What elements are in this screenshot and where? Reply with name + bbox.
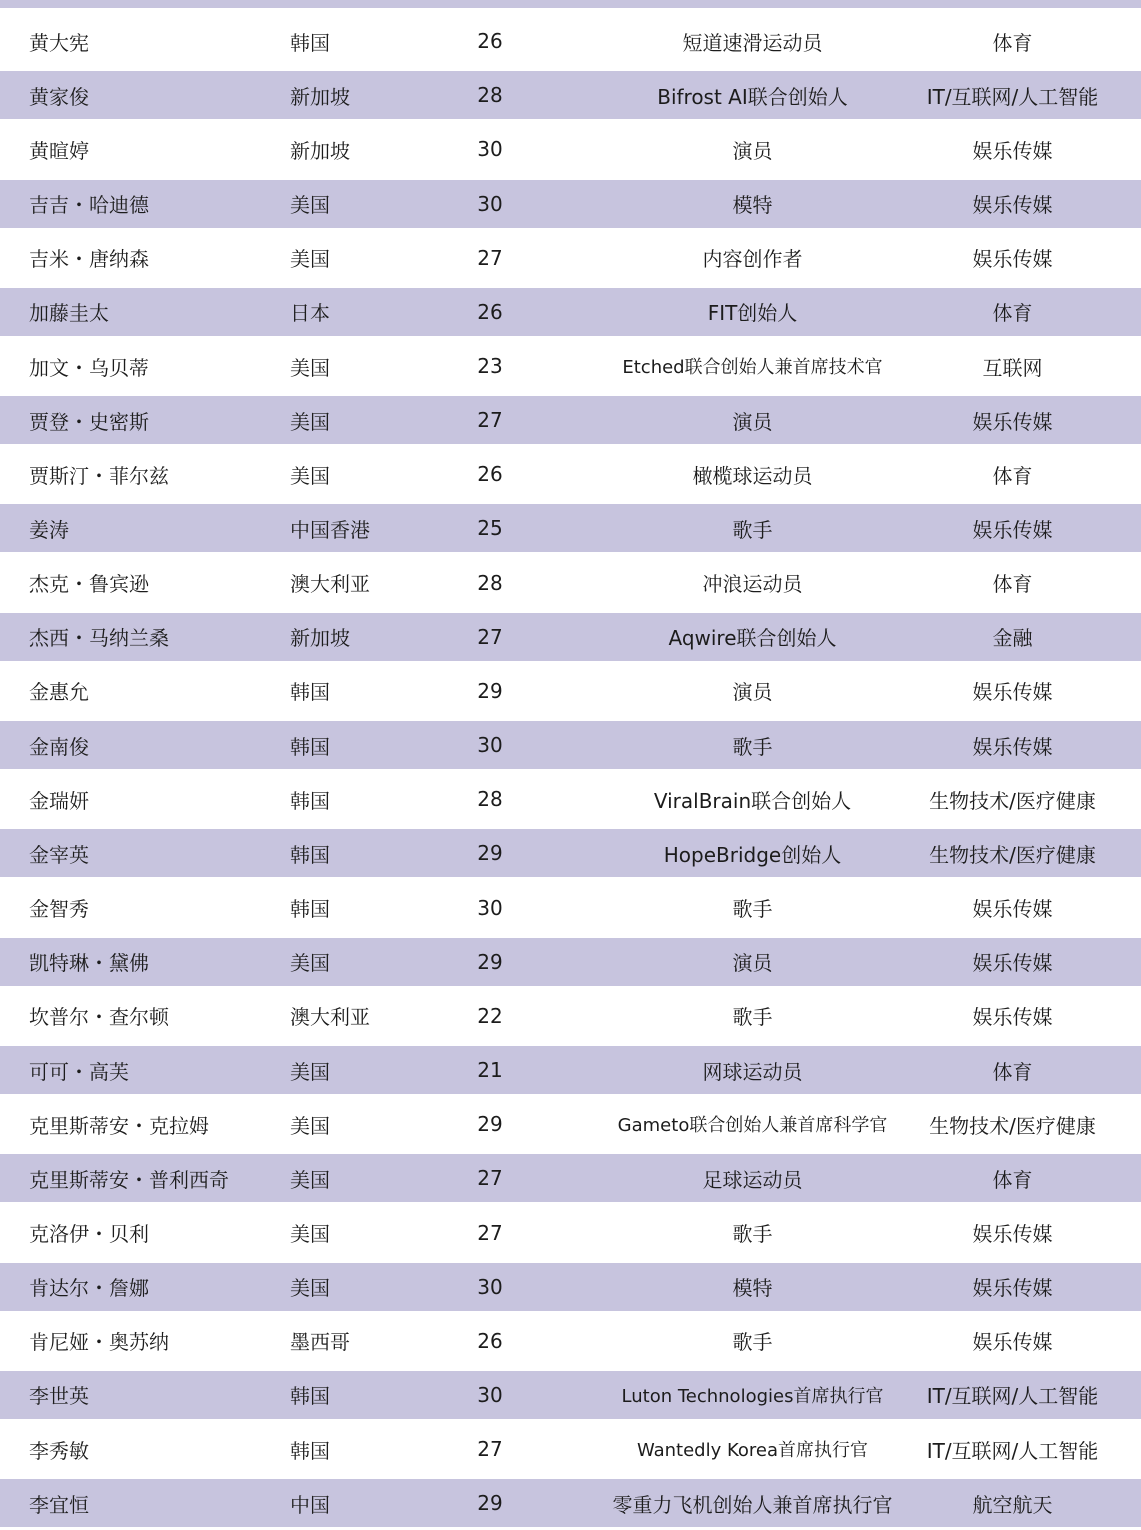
title-cell: Aqwire联合创始人 [668,626,837,651]
name-cell: 金智秀 [29,897,89,922]
age-cell: 30 [477,137,503,162]
name-cell: 肯达尔・詹娜 [29,1276,149,1301]
country-cell: 美国 [290,355,330,380]
title-cell: 演员 [732,138,773,163]
name-cell: 贾斯汀・菲尔兹 [29,463,169,488]
country-cell: 新加坡 [290,84,350,109]
title-cell: 演员 [732,409,773,434]
title-cell: 足球运动员 [702,1167,803,1192]
name-cell: 杰克・鲁宾逊 [29,572,149,597]
age-cell: 29 [477,841,503,866]
industry-cell: 娱乐传媒 [972,1005,1053,1030]
age-cell: 30 [477,1382,503,1407]
age-cell: 23 [477,354,503,379]
country-cell: 美国 [290,409,330,434]
industry-cell: 娱乐传媒 [972,951,1053,976]
country-cell: 日本 [290,301,330,326]
industry-cell: 娱乐传媒 [972,1330,1053,1355]
country-cell: 韩国 [290,842,330,867]
title-cell: Wantedly Korea首席执行官 [636,1440,869,1462]
age-cell: 29 [477,1112,503,1137]
table-row [0,721,1141,769]
age-cell: 25 [477,516,503,541]
top-band [0,0,1141,8]
name-cell: 黄家俊 [29,84,89,109]
name-cell: 肯尼娅・奥苏纳 [29,1330,169,1355]
name-cell: 黄大宪 [29,30,89,55]
country-cell: 美国 [290,247,330,272]
industry-cell: 金融 [992,626,1033,651]
name-cell: 吉米・唐纳森 [29,247,149,272]
age-cell: 22 [477,1003,503,1028]
age-cell: 29 [477,949,503,974]
title-cell: ViralBrain联合创始人 [653,788,852,813]
title-cell: 网球运动员 [702,1059,803,1084]
age-cell: 27 [477,245,503,270]
title-cell: 模特 [732,193,773,218]
title-cell: 歌手 [732,734,773,759]
table-row [0,180,1141,228]
age-cell: 27 [477,1437,503,1462]
age-cell: 30 [477,733,503,758]
country-cell: 澳大利亚 [290,1005,370,1030]
country-cell: 新加坡 [290,138,350,163]
table-row [0,1154,1141,1202]
industry-cell: 娱乐传媒 [972,247,1053,272]
country-cell: 韩国 [290,788,330,813]
title-cell: 演员 [732,680,773,705]
title-cell: FIT创始人 [707,301,798,326]
industry-cell: 航空航天 [972,1492,1053,1517]
industry-cell: 娱乐传媒 [972,517,1053,542]
table-row [0,881,1141,935]
country-cell: 美国 [290,193,330,218]
industry-cell: 娱乐传媒 [972,1222,1053,1247]
industry-cell: 体育 [992,1059,1033,1084]
table-row [0,1046,1141,1094]
title-cell: 歌手 [732,1330,773,1355]
table-row [0,829,1141,877]
name-cell: 李世英 [29,1384,89,1409]
title-cell: Bifrost AI联合创始人 [657,84,848,109]
title-cell: 零重力飞机创始人兼首席执行官 [612,1492,893,1517]
title-cell: 短道速滑运动员 [682,30,823,55]
industry-cell: 娱乐传媒 [972,138,1053,163]
title-cell: Etched联合创始人兼首席技术官 [622,357,883,379]
country-cell: 韩国 [290,1438,330,1463]
industry-cell: 娱乐传媒 [972,897,1053,922]
name-cell: 加文・乌贝蒂 [29,355,149,380]
age-cell: 26 [477,29,503,54]
age-cell: 26 [477,462,503,487]
industry-cell: 体育 [992,572,1033,597]
title-cell: 演员 [732,951,773,976]
table-row [0,938,1141,986]
title-cell: 橄榄球运动员 [692,463,813,488]
table-row [0,613,1141,661]
age-cell: 30 [477,191,503,216]
industry-cell: 体育 [992,30,1033,55]
industry-cell: 娱乐传媒 [972,680,1053,705]
table-row [0,339,1141,393]
name-cell: 姜涛 [29,517,69,542]
age-cell: 28 [477,83,503,108]
title-cell: Luton Technologies首席执行官 [621,1385,884,1407]
age-cell: 29 [477,678,503,703]
industry-cell: 体育 [992,1167,1033,1192]
age-cell: 26 [477,299,503,324]
age-cell: 27 [477,1220,503,1245]
country-cell: 美国 [290,951,330,976]
table-row [0,772,1141,826]
age-cell: 27 [477,1166,503,1191]
table-row [0,396,1141,444]
name-cell: 凯特琳・黛佛 [29,951,149,976]
title-cell: 歌手 [732,517,773,542]
country-cell: 韩国 [290,734,330,759]
country-cell: 美国 [290,1167,330,1192]
age-cell: 30 [477,1274,503,1299]
industry-cell: IT/互联网/人工智能 [926,84,1099,109]
table-row [0,71,1141,119]
country-cell: 澳大利亚 [290,572,370,597]
country-cell: 中国 [290,1492,330,1517]
age-cell: 21 [477,1058,503,1083]
age-cell: 26 [477,1328,503,1353]
age-cell: 29 [477,1491,503,1516]
country-cell: 中国香港 [290,517,370,542]
data-table [0,14,1141,1530]
country-cell: 韩国 [290,680,330,705]
age-cell: 27 [477,624,503,649]
age-cell: 28 [477,787,503,812]
industry-cell: 生物技术/医疗健康 [929,788,1096,813]
table-row [0,447,1141,501]
industry-cell: IT/互联网/人工智能 [926,1438,1099,1463]
table-row [0,1422,1141,1476]
table-row [0,288,1141,336]
table-row [0,989,1141,1043]
table-row [0,504,1141,552]
table-row [0,122,1141,176]
name-cell: 坎普尔・查尔顿 [29,1005,169,1030]
country-cell: 美国 [290,1059,330,1084]
age-cell: 30 [477,895,503,920]
table-row [0,1263,1141,1311]
industry-cell: 娱乐传媒 [972,1276,1053,1301]
name-cell: 加藤圭太 [29,301,109,326]
name-cell: 金瑞妍 [29,788,89,813]
title-cell: 冲浪运动员 [702,572,803,597]
table-row [0,664,1141,718]
country-cell: 美国 [290,463,330,488]
table-row [0,231,1141,285]
table-row [0,1371,1141,1419]
title-cell: 模特 [732,1276,773,1301]
title-cell: 歌手 [732,1005,773,1030]
name-cell: 李宜恒 [29,1492,89,1517]
title-cell: Gameto联合创始人兼首席科学官 [617,1115,888,1137]
industry-cell: 互联网 [982,355,1043,380]
country-cell: 韩国 [290,1384,330,1409]
name-cell: 可可・高芙 [29,1059,129,1084]
industry-cell: 娱乐传媒 [972,409,1053,434]
table-row [0,556,1141,610]
table-row [0,1205,1141,1259]
country-cell: 韩国 [290,897,330,922]
industry-cell: 娱乐传媒 [972,193,1053,218]
industry-cell: 生物技术/医疗健康 [929,842,1096,867]
name-cell: 克里斯蒂安・普利西奇 [29,1167,229,1192]
age-cell: 28 [477,570,503,595]
name-cell: 吉吉・哈迪德 [29,193,149,218]
title-cell: 内容创作者 [702,247,803,272]
name-cell: 金南俊 [29,734,89,759]
industry-cell: IT/互联网/人工智能 [926,1384,1099,1409]
country-cell: 韩国 [290,30,330,55]
title-cell: HopeBridge创始人 [663,842,842,867]
name-cell: 金宰英 [29,842,89,867]
name-cell: 杰西・马纳兰桑 [29,626,169,651]
table-row [0,1097,1141,1151]
country-cell: 美国 [290,1222,330,1247]
name-cell: 克洛伊・贝利 [29,1222,149,1247]
title-cell: 歌手 [732,1222,773,1247]
table-row [0,1479,1141,1527]
country-cell: 美国 [290,1276,330,1301]
industry-cell: 娱乐传媒 [972,734,1053,759]
country-cell: 新加坡 [290,626,350,651]
title-cell: 歌手 [732,897,773,922]
country-cell: 墨西哥 [290,1330,350,1355]
table-row [0,1314,1141,1368]
industry-cell: 体育 [992,463,1033,488]
name-cell: 金惠允 [29,680,89,705]
country-cell: 美国 [290,1113,330,1138]
name-cell: 黄暄婷 [29,138,89,163]
name-cell: 贾登・史密斯 [29,409,149,434]
name-cell: 克里斯蒂安・克拉姆 [29,1113,209,1138]
industry-cell: 体育 [992,301,1033,326]
age-cell: 27 [477,408,503,433]
table-row [0,14,1141,68]
industry-cell: 生物技术/医疗健康 [929,1113,1096,1138]
name-cell: 李秀敏 [29,1438,89,1463]
